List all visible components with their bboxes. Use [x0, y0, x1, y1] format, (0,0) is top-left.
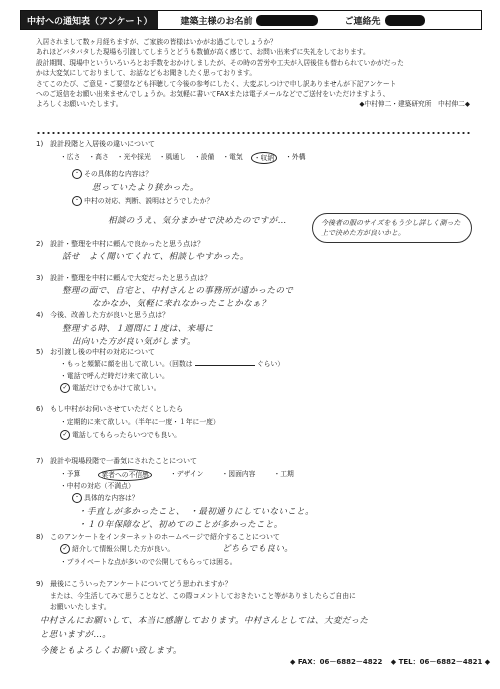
intro-line: 入居されまして数ヶ月経ちますが、ご家族の皆様はいかがお過ごしでしょうか？	[36, 38, 277, 46]
q5-option-2: ・電話で呼んだ時だけ来て欲しい。	[60, 372, 169, 380]
intro-line: あれほどバタバタした現場も引渡してしまうとどうも数値が高く感じて、お問い出来ずに失礼をしております。	[36, 48, 370, 57]
tel-number: ◆ TEL：06－6882－4821 ◆	[390, 658, 491, 666]
visit-count-blank	[195, 365, 255, 366]
intro-text	[36, 37, 476, 110]
q7-options	[60, 469, 294, 481]
q1-option-size: ・広さ	[60, 153, 81, 161]
q1-sub2	[72, 196, 213, 206]
q2-answer: 話せ よく聞いてくれて、相談しやすかった。	[62, 252, 249, 262]
q9-answer-3: 今後ともよろしくお願い致します。	[40, 646, 182, 656]
intro-line: かは大変気にしておりまして、お話などもお聞きしたく思っております。	[36, 69, 257, 78]
q1-option-storage-circled: ・収納	[251, 152, 277, 164]
q8-option-2: ・プライベートな点が多いので公開してもらっては困る。	[60, 558, 237, 566]
q7-option-drawings: ・図面内容	[221, 470, 256, 478]
q8-option-1-handwritten: どちらでも良い。	[222, 544, 294, 554]
q7-answer-1: ・手直しが多かったこと、 ・最初通りにしていないこと。	[78, 507, 315, 517]
q1-option-height: ・高さ	[88, 153, 109, 161]
form-title: 中村への通知表（アンケート）	[21, 11, 158, 29]
selected-circle-icon: ✓	[60, 383, 70, 393]
q7-option-design: ・デザイン	[169, 470, 204, 478]
q3-answer-1: 整理の面で、自宅と、中村さんとの事務所が遠かったので	[62, 286, 294, 296]
bullet-circle-icon: ・	[73, 494, 80, 501]
q6-option-2	[60, 430, 181, 440]
q5-option-1-text: ・もっと頻繁に顔を出して欲しい。（回数は	[60, 360, 193, 368]
q1-sub1-answer: 思っていたより狭かった。	[92, 183, 199, 193]
redacted-name	[256, 15, 318, 26]
q1-sub1	[72, 169, 152, 179]
q7-line-2: ・中村の対応（不満点）	[60, 482, 135, 490]
dotted-divider	[36, 131, 470, 135]
q6-option-1: ・定期的に来て欲しい。（半年に一度・１年に一度）	[60, 418, 220, 426]
q6-option-2-text: 電話してもらったらいつでも良い。	[72, 431, 181, 439]
q9-answer-1: 中村さんにお願いして、本当に感謝しております。中村さんとしては、大変だった	[40, 616, 369, 626]
contact-label: ご連絡先	[344, 16, 381, 27]
q3-label: 3) 設計・整理を中村に頼んで大変だったと思う点は？	[36, 274, 212, 282]
q7-sub-text: 具体的な内容は？	[84, 494, 139, 502]
q5-option-3-text: 電話だけでもかけて欲しい。	[72, 384, 161, 392]
q1-sub2-text: 中村の対応、判断、説明はどうでしたか？	[84, 197, 214, 205]
q1-sub1-text: その具体的な内容は？	[84, 170, 153, 178]
q9-line-3: お願いいたします。	[50, 603, 111, 611]
q9-label: 9) 最後にこういったアンケートについてどう思われますか？	[36, 580, 232, 588]
q4-answer-2: 出向いた方が良い気がします。	[72, 337, 196, 347]
owner-name-label: 建築主様のお名前	[180, 16, 253, 27]
q7-option-contractor-circled: 業者への不信感	[98, 469, 152, 481]
q9-answer-2: と思いますが…。	[40, 630, 112, 640]
fax-number: ◆ FAX：06－6882－4822	[290, 658, 383, 666]
selected-circle-icon: ✓	[60, 430, 70, 440]
footer-contact	[290, 657, 490, 667]
q3-answer-2: なかなか、気軽に来れなかったことかなぁ？	[92, 299, 271, 309]
q9-line-2: または、今生活してみて思うことなど、この際コメントしておきたいこと等がありましたらご自由に	[50, 592, 356, 600]
q4-answer-1: 整理する時、１週間に１度は、来場に	[62, 324, 214, 334]
bullet-circle-icon: ・	[73, 197, 80, 204]
q4-label: 4) 今後、改善した方が良いと思う点は？	[36, 311, 170, 319]
q6-label: 6) もし中村がお伺いさせていただくとしたら	[36, 405, 184, 413]
q1-option-ventilation: ・風通し	[158, 153, 186, 161]
q1-sub2-answer: 相談のうえ、気分まかせで決めたのですが…	[108, 216, 287, 226]
intro-line	[36, 99, 470, 109]
q8-option-1-text: 紹介して情報公開した方が良い。	[72, 545, 175, 553]
bullet-circle-icon: ・	[73, 170, 80, 177]
signature: ◆中村伸二・建築研究所 中村伸二◆	[359, 100, 470, 109]
intro-line: さてこのたび、ご意見・ご要望なども拝聴して今後の参考にしたく、大変ぶしつけで申し訳ありませんが下記アンケート	[36, 79, 397, 88]
q2-label: 2) 設計・整理を中村に頼んで良かったと思う点は？	[36, 240, 205, 248]
q1-option-equipment: ・設備	[193, 153, 215, 161]
intro-line: へのご返信をお願い出来ませんでしょうか。お気軽に書いてFAXまたは電子メールなどでご送付をいただけますよう、	[36, 90, 390, 99]
header-bar	[20, 10, 482, 30]
q7-option-budget: ・予算	[60, 470, 81, 478]
q1-option-light: ・光や採光	[116, 153, 151, 161]
q5-label: 5) お引渡し後の中村の対応について	[36, 348, 156, 356]
q5-option-3	[60, 383, 161, 393]
q1-label: 1) 設計段階と入居後の違いについて	[36, 140, 156, 148]
q1-side-note: 今後者の服のサイズをもう少し詳しく測った上で決めた方が良いかと。	[312, 213, 472, 243]
q7-option-schedule: ・工期	[273, 470, 294, 478]
q8-label: 8) このアンケートをインターネットのホームページで紹介することについて	[36, 533, 280, 541]
intro-line: 設計期間、現場中といういろいろとお手数をおかけしましたが、その時の苦労や工夫が入居後住も替わられていかがだった	[36, 58, 404, 67]
redacted-contact	[385, 15, 425, 26]
selected-circle-icon: ✓	[60, 544, 70, 554]
intro-last-line: よろしくお願いいたします。	[36, 100, 123, 109]
q8-option-1	[60, 544, 174, 554]
q1-options	[60, 152, 306, 164]
q7-answer-2: ・１０年保障など、初めてのことが多かったこと。	[78, 520, 283, 530]
q5-option-1	[60, 359, 284, 369]
q7-label: 7) 設計や現場段階で一番気にされたことについて	[36, 457, 198, 465]
q1-option-electric: ・電気	[222, 153, 243, 161]
q5-option-1-end: ぐらい）	[256, 360, 285, 368]
q7-sub	[72, 493, 139, 503]
q1-option-exterior: ・外構	[285, 153, 306, 161]
